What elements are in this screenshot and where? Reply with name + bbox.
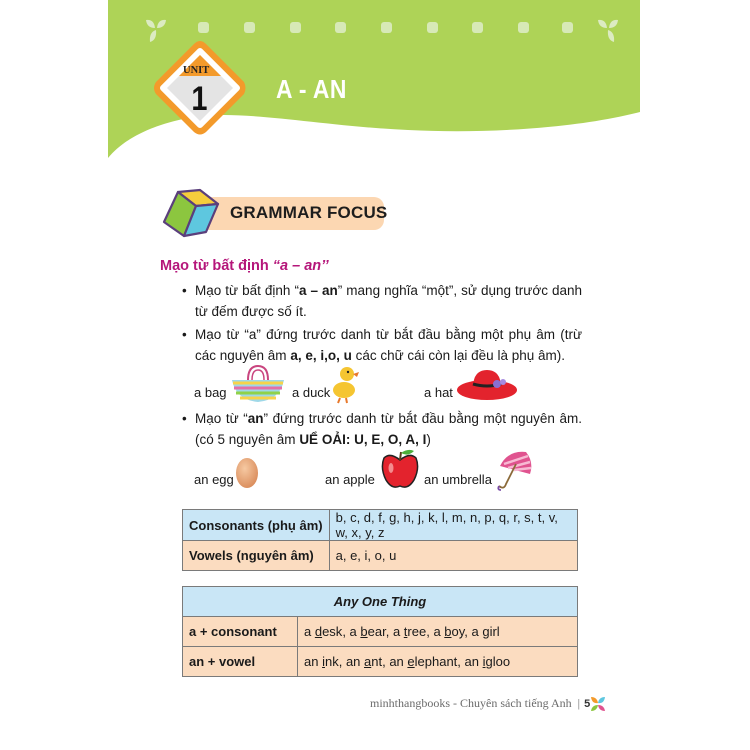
bullet-text: ” đứng trước danh từ bắt đầu bằng một nguyên âm. (có 5 nguyên âm bbox=[195, 411, 582, 447]
table-row-vowels bbox=[183, 541, 578, 571]
unit-title: A - AN bbox=[276, 74, 347, 104]
vowels-label: Vowels (nguyên âm) bbox=[183, 541, 330, 571]
bullet-item bbox=[182, 324, 582, 366]
a-consonant-label: a + consonant bbox=[183, 617, 298, 647]
hat-icon bbox=[455, 366, 519, 402]
dot-decoration bbox=[381, 22, 392, 33]
consonants-label: Consonants (phụ âm) bbox=[183, 510, 330, 541]
an-vowel-label: an + vowel bbox=[183, 647, 298, 677]
grammar-focus-label: GRAMMAR FOCUS bbox=[230, 203, 388, 222]
bullet-dot: • bbox=[182, 327, 187, 342]
bullet-bold: an bbox=[247, 411, 264, 426]
usage-table-header: Any One Thing bbox=[183, 587, 578, 617]
bullet-dot: • bbox=[182, 283, 187, 298]
example-a-bag: a bag bbox=[194, 385, 227, 400]
example-a-duck: a duck bbox=[292, 385, 331, 400]
page-number: 5 bbox=[584, 698, 591, 710]
bullet-dot: • bbox=[182, 411, 187, 426]
dot-decoration bbox=[472, 22, 483, 33]
letters-table bbox=[182, 509, 578, 571]
dot-decoration bbox=[244, 22, 255, 33]
unit-badge bbox=[150, 38, 250, 138]
dot-decoration bbox=[198, 22, 209, 33]
cube-icon bbox=[160, 188, 224, 240]
dot-decoration bbox=[290, 22, 301, 33]
table-row-consonant bbox=[183, 617, 578, 647]
publisher-logo-icon bbox=[590, 696, 606, 712]
usage-table bbox=[182, 586, 578, 677]
footer-separator: | bbox=[577, 696, 581, 710]
bullet-text: Mạo từ bất định “ bbox=[195, 283, 299, 298]
unit-label: UNIT bbox=[183, 65, 210, 76]
table-row-vowel bbox=[183, 647, 578, 677]
example-an-apple: an apple bbox=[325, 472, 375, 487]
bullet-bold: a – an bbox=[298, 283, 338, 298]
section-title-italic: “a – an’’ bbox=[272, 258, 329, 274]
apple-icon bbox=[380, 448, 420, 490]
bullet-text: Mạo từ “ bbox=[195, 411, 248, 426]
table-row-consonants bbox=[183, 510, 578, 541]
page-footer bbox=[370, 696, 590, 711]
example-an-umbrella: an umbrella bbox=[424, 472, 492, 487]
a-consonant-examples: a desk, a bear, a tree, a boy, a girl bbox=[298, 617, 578, 647]
bullet-bold: UỂ OẢI: U, E, O, A, I bbox=[299, 432, 427, 447]
egg-icon bbox=[235, 455, 259, 489]
bullet-item bbox=[182, 280, 582, 322]
dot-decoration bbox=[518, 22, 529, 33]
example-a-hat: a hat bbox=[424, 385, 453, 400]
bullet-text: các chữ cái còn lại đều là phụ âm). bbox=[351, 348, 565, 363]
duck-icon bbox=[330, 364, 360, 404]
table-header-row bbox=[183, 587, 578, 617]
bag-icon bbox=[230, 364, 286, 404]
section-title bbox=[160, 258, 329, 274]
dot-decoration bbox=[562, 22, 573, 33]
consonants-value: b, c, d, f, g, h, j, k, l, m, n, p, q, r, s, t, v, w, x, y, z bbox=[329, 510, 577, 541]
bullet-bold: a, e, i,o, u bbox=[290, 348, 352, 363]
bullet-item bbox=[182, 408, 582, 450]
dot-decoration bbox=[427, 22, 438, 33]
an-vowel-examples: an ink, an ant, an elephant, an igloo bbox=[298, 647, 578, 677]
umbrella-icon bbox=[494, 448, 534, 492]
unit-number: 1 bbox=[191, 80, 208, 118]
leaf-decoration-icon bbox=[596, 18, 620, 44]
vowels-value: a, e, i, o, u bbox=[329, 541, 577, 571]
example-an-egg: an egg bbox=[194, 472, 234, 487]
bullet-text: ” mang nghĩa “một”, sử dụng trước danh từ đếm được số ít. bbox=[195, 283, 582, 319]
section-title-text: Mạo từ bất định bbox=[160, 258, 273, 274]
bullet-text: Mạo từ “a” đứng trước danh từ bắt đầu bằng một phụ âm (trừ các nguyên âm bbox=[195, 327, 582, 363]
footer-text: minhthangbooks - Chuyên sách tiếng Anh bbox=[370, 696, 572, 710]
bullet-text: ) bbox=[426, 432, 431, 447]
dot-decoration bbox=[335, 22, 346, 33]
